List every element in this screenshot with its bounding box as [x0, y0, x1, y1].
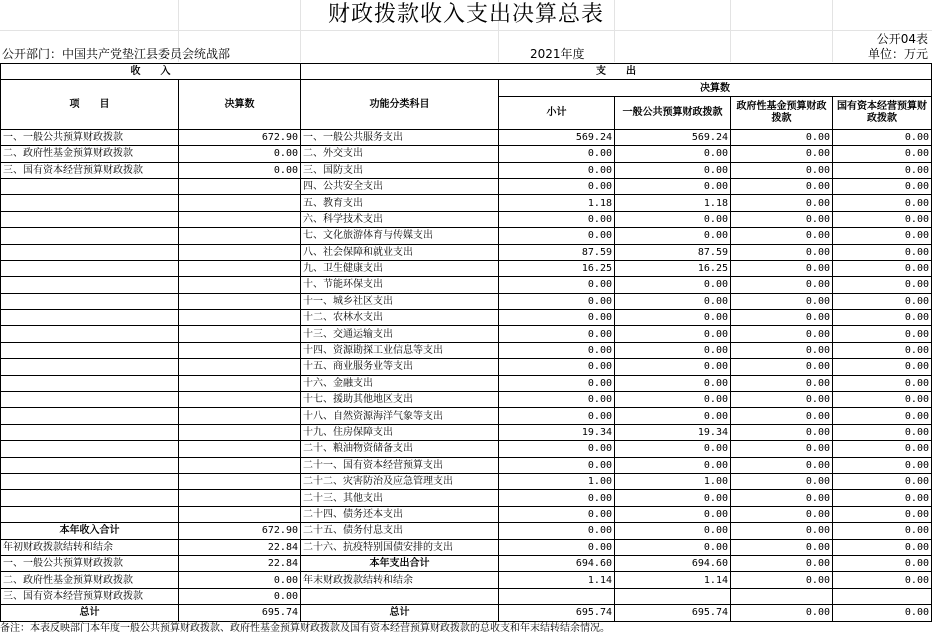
subtotal-header: 小计 — [499, 96, 615, 129]
expense-general-budget: 0.00 — [615, 408, 731, 424]
expense-subtotal: 0.00 — [499, 211, 615, 227]
income-amount: 0.00 — [179, 572, 301, 588]
income-amount: 22.84 — [179, 539, 301, 555]
income-amount — [179, 506, 301, 522]
income-item: 一、一般公共预算财政拨款 — [1, 555, 179, 571]
table-row — [1, 424, 932, 440]
final-amount-group-header: 决算数 — [499, 80, 932, 96]
expense-subtotal: 19.34 — [499, 424, 615, 440]
income-amount — [179, 359, 301, 375]
expense-state-capital: 0.00 — [833, 211, 932, 227]
expense-item: 九、卫生健康支出 — [301, 260, 499, 276]
expense-general-budget: 19.34 — [615, 424, 731, 440]
income-item — [1, 195, 179, 211]
income-amount: 672.90 — [179, 523, 301, 539]
expense-subtotal: 0.00 — [499, 490, 615, 506]
expense-item: 八、社会保障和就业支出 — [301, 244, 499, 260]
expense-subtotal: 0.00 — [499, 457, 615, 473]
income-amount — [179, 228, 301, 244]
expense-subtotal: 0.00 — [499, 310, 615, 326]
expense-fund-budget: 0.00 — [731, 162, 833, 178]
income-item — [1, 310, 179, 326]
expense-item: 十五、商业服务业等支出 — [301, 359, 499, 375]
expense-item — [301, 588, 499, 604]
expense-item: 三、国防支出 — [301, 162, 499, 178]
expense-item: 二十二、灾害防治及应急管理支出 — [301, 473, 499, 489]
table-row — [1, 539, 932, 555]
general-budget-header: 一般公共预算财政拨款 — [615, 96, 731, 129]
expense-fund-budget: 0.00 — [731, 523, 833, 539]
expense-subtotal: 0.00 — [499, 506, 615, 522]
expense-state-capital: 0.00 — [833, 539, 932, 555]
income-item — [1, 392, 179, 408]
table-row — [1, 211, 932, 227]
table-row — [1, 129, 932, 145]
income-amount: 0.00 — [179, 588, 301, 604]
table-row — [1, 588, 932, 604]
expense-subtotal: 0.00 — [499, 178, 615, 194]
expense-general-budget: 0.00 — [615, 211, 731, 227]
expense-general-budget: 0.00 — [615, 375, 731, 391]
income-amount — [179, 211, 301, 227]
expense-item: 十八、自然资源海洋气象等支出 — [301, 408, 499, 424]
expense-general-budget: 0.00 — [615, 293, 731, 309]
income-amount — [179, 392, 301, 408]
income-amount — [179, 326, 301, 342]
expense-item: 年末财政拨款结转和结余 — [301, 572, 499, 588]
final-amount-header: 决算数 — [179, 80, 301, 129]
expense-item: 本年支出合计 — [301, 555, 499, 571]
expense-item: 二十、粮油物资储备支出 — [301, 441, 499, 457]
expense-subtotal: 1.18 — [499, 195, 615, 211]
department-label: 公开部门：中国共产党垫江县委员会统战部 — [2, 47, 231, 61]
table-row — [1, 473, 932, 489]
expense-fund-budget: 0.00 — [731, 506, 833, 522]
expense-state-capital: 0.00 — [833, 424, 932, 440]
table-row — [1, 408, 932, 424]
item-header: 项 目 — [1, 80, 179, 129]
expense-general-budget — [615, 588, 731, 604]
income-item — [1, 277, 179, 293]
form-number: 公开04表 — [876, 32, 928, 46]
expense-state-capital: 0.00 — [833, 408, 932, 424]
expense-item: 七、文化旅游体育与传媒支出 — [301, 228, 499, 244]
income-amount — [179, 457, 301, 473]
expense-general-budget: 0.00 — [615, 490, 731, 506]
expense-item: 十四、资源勘探工业信息等支出 — [301, 342, 499, 358]
expense-state-capital: 0.00 — [833, 310, 932, 326]
income-item: 总计 — [1, 605, 179, 621]
expense-subtotal: 16.25 — [499, 260, 615, 276]
income-amount — [179, 473, 301, 489]
expense-item: 十三、交通运输支出 — [301, 326, 499, 342]
expense-fund-budget: 0.00 — [731, 539, 833, 555]
expense-state-capital: 0.00 — [833, 178, 932, 194]
expense-subtotal: 695.74 — [499, 605, 615, 621]
expense-general-budget: 0.00 — [615, 523, 731, 539]
income-item — [1, 424, 179, 440]
expense-item: 二十三、其他支出 — [301, 490, 499, 506]
unit-label: 单位：万元 — [867, 47, 928, 61]
expense-subtotal: 0.00 — [499, 441, 615, 457]
expense-general-budget: 0.00 — [615, 146, 731, 162]
expense-fund-budget: 0.00 — [731, 490, 833, 506]
expense-fund-budget: 0.00 — [731, 146, 833, 162]
expense-fund-budget: 0.00 — [731, 129, 833, 145]
expense-item: 十九、住房保障支出 — [301, 424, 499, 440]
fiscal-year: 2021年度 — [530, 47, 585, 61]
income-item: 二、政府性基金预算财政拨款 — [1, 146, 179, 162]
expense-subtotal: 0.00 — [499, 408, 615, 424]
expense-fund-budget: 0.00 — [731, 326, 833, 342]
income-item — [1, 326, 179, 342]
expense-item: 四、公共安全支出 — [301, 178, 499, 194]
expense-fund-budget: 0.00 — [731, 473, 833, 489]
income-item — [1, 228, 179, 244]
expense-fund-budget: 0.00 — [731, 359, 833, 375]
expense-general-budget: 694.60 — [615, 555, 731, 571]
expense-fund-budget: 0.00 — [731, 392, 833, 408]
expense-fund-budget: 0.00 — [731, 555, 833, 571]
expense-state-capital: 0.00 — [833, 457, 932, 473]
expense-general-budget: 87.59 — [615, 244, 731, 260]
expense-item: 六、科学技术支出 — [301, 211, 499, 227]
expense-fund-budget: 0.00 — [731, 605, 833, 621]
income-item — [1, 473, 179, 489]
income-amount: 672.90 — [179, 129, 301, 145]
table-row — [1, 441, 932, 457]
table-row — [1, 178, 932, 194]
income-item — [1, 441, 179, 457]
expense-item: 二十一、国有资本经营预算支出 — [301, 457, 499, 473]
expense-subtotal: 0.00 — [499, 392, 615, 408]
table-row — [1, 605, 932, 621]
table-row — [1, 523, 932, 539]
expense-general-budget: 0.00 — [615, 228, 731, 244]
table-row — [1, 457, 932, 473]
expense-state-capital: 0.00 — [833, 293, 932, 309]
table-row — [1, 195, 932, 211]
expense-subtotal: 0.00 — [499, 146, 615, 162]
expense-state-capital — [833, 588, 932, 604]
income-item: 一、一般公共预算财政拨款 — [1, 129, 179, 145]
expense-subtotal: 1.14 — [499, 572, 615, 588]
expense-header: 支 出 — [301, 64, 932, 80]
income-item: 年初财政拨款结转和结余 — [1, 539, 179, 555]
income-amount — [179, 408, 301, 424]
income-item — [1, 293, 179, 309]
table-row — [1, 572, 932, 588]
expense-state-capital: 0.00 — [833, 260, 932, 276]
income-item — [1, 178, 179, 194]
expense-state-capital: 0.00 — [833, 228, 932, 244]
table-row — [1, 146, 932, 162]
table-row — [1, 506, 932, 522]
expense-item: 十七、援助其他地区支出 — [301, 392, 499, 408]
expense-item: 五、教育支出 — [301, 195, 499, 211]
expense-subtotal: 0.00 — [499, 375, 615, 391]
income-header: 收 入 — [1, 64, 301, 80]
expense-subtotal: 0.00 — [499, 162, 615, 178]
expense-subtotal: 0.00 — [499, 523, 615, 539]
expense-general-budget: 0.00 — [615, 441, 731, 457]
table-row — [1, 260, 932, 276]
income-item — [1, 506, 179, 522]
expense-state-capital: 0.00 — [833, 342, 932, 358]
expense-subtotal: 694.60 — [499, 555, 615, 571]
expense-fund-budget: 0.00 — [731, 408, 833, 424]
expense-general-budget: 695.74 — [615, 605, 731, 621]
expense-item: 二十六、抗疫特别国债安排的支出 — [301, 539, 499, 555]
table-row — [1, 310, 932, 326]
expense-fund-budget: 0.00 — [731, 342, 833, 358]
income-amount: 22.84 — [179, 555, 301, 571]
table-row — [1, 359, 932, 375]
income-item — [1, 211, 179, 227]
function-category-header: 功能分类科目 — [301, 80, 499, 129]
expense-fund-budget: 0.00 — [731, 195, 833, 211]
expense-subtotal: 0.00 — [499, 539, 615, 555]
expense-subtotal: 0.00 — [499, 293, 615, 309]
table-row — [1, 162, 932, 178]
fund-budget-header: 政府性基金预算财政拨款 — [731, 96, 833, 129]
income-amount — [179, 342, 301, 358]
expense-general-budget: 0.00 — [615, 178, 731, 194]
footnote: 备注：本表反映部门本年度一般公共预算财政拨款、政府性基金预算财政拨款及国有资本经营预算财政拨款的总收支和年末结转结余情况。 — [0, 623, 610, 634]
expense-subtotal: 0.00 — [499, 326, 615, 342]
expense-fund-budget: 0.00 — [731, 457, 833, 473]
income-item: 二、政府性基金预算财政拨款 — [1, 572, 179, 588]
expense-state-capital: 0.00 — [833, 326, 932, 342]
expense-fund-budget: 0.00 — [731, 211, 833, 227]
table-row — [1, 490, 932, 506]
expense-item: 总计 — [301, 605, 499, 621]
state-capital-header: 国有资本经营预算财政拨款 — [833, 96, 932, 129]
expense-subtotal: 0.00 — [499, 228, 615, 244]
expense-general-budget: 569.24 — [615, 129, 731, 145]
income-amount: 695.74 — [179, 605, 301, 621]
income-amount — [179, 293, 301, 309]
expense-general-budget: 1.14 — [615, 572, 731, 588]
income-item — [1, 490, 179, 506]
table-row — [1, 375, 932, 391]
expense-general-budget: 1.00 — [615, 473, 731, 489]
expense-subtotal: 87.59 — [499, 244, 615, 260]
expense-general-budget: 0.00 — [615, 359, 731, 375]
table-row — [1, 342, 932, 358]
budget-summary-table — [0, 63, 932, 622]
expense-state-capital: 0.00 — [833, 490, 932, 506]
expense-fund-budget: 0.00 — [731, 228, 833, 244]
expense-general-budget: 0.00 — [615, 457, 731, 473]
income-amount — [179, 424, 301, 440]
expense-general-budget: 0.00 — [615, 539, 731, 555]
income-item — [1, 260, 179, 276]
expense-general-budget: 1.18 — [615, 195, 731, 211]
expense-fund-budget: 0.00 — [731, 244, 833, 260]
income-item — [1, 359, 179, 375]
expense-fund-budget: 0.00 — [731, 375, 833, 391]
expense-item: 十二、农林水支出 — [301, 310, 499, 326]
income-amount: 0.00 — [179, 146, 301, 162]
table-row — [1, 244, 932, 260]
expense-fund-budget: 0.00 — [731, 424, 833, 440]
expense-fund-budget: 0.00 — [731, 178, 833, 194]
expense-general-budget: 0.00 — [615, 326, 731, 342]
expense-state-capital: 0.00 — [833, 146, 932, 162]
expense-fund-budget: 0.00 — [731, 310, 833, 326]
expense-item: 十、节能环保支出 — [301, 277, 499, 293]
income-amount — [179, 441, 301, 457]
expense-general-budget: 0.00 — [615, 162, 731, 178]
income-item — [1, 244, 179, 260]
expense-state-capital: 0.00 — [833, 572, 932, 588]
income-amount — [179, 244, 301, 260]
expense-general-budget: 0.00 — [615, 392, 731, 408]
expense-fund-budget: 0.00 — [731, 277, 833, 293]
expense-state-capital: 0.00 — [833, 441, 932, 457]
income-amount: 0.00 — [179, 162, 301, 178]
expense-item: 二十五、债务付息支出 — [301, 523, 499, 539]
expense-general-budget: 0.00 — [615, 277, 731, 293]
table-row — [1, 326, 932, 342]
expense-state-capital: 0.00 — [833, 506, 932, 522]
expense-state-capital: 0.00 — [833, 473, 932, 489]
expense-state-capital: 0.00 — [833, 359, 932, 375]
income-item — [1, 457, 179, 473]
report-title: 财政拨款收入支出决算总表 — [327, 2, 604, 27]
expense-state-capital: 0.00 — [833, 195, 932, 211]
table-row — [1, 228, 932, 244]
expense-item: 十一、城乡社区支出 — [301, 293, 499, 309]
expense-general-budget: 0.00 — [615, 506, 731, 522]
expense-fund-budget: 0.00 — [731, 572, 833, 588]
expense-state-capital: 0.00 — [833, 392, 932, 408]
income-item — [1, 342, 179, 358]
expense-state-capital: 0.00 — [833, 555, 932, 571]
expense-general-budget: 0.00 — [615, 342, 731, 358]
expense-subtotal: 0.00 — [499, 342, 615, 358]
expense-item: 一、一般公共服务支出 — [301, 129, 499, 145]
expense-subtotal: 569.24 — [499, 129, 615, 145]
income-amount — [179, 195, 301, 211]
income-item: 三、国有资本经营预算财政拨款 — [1, 162, 179, 178]
income-item — [1, 375, 179, 391]
table-row — [1, 277, 932, 293]
expense-subtotal: 0.00 — [499, 277, 615, 293]
income-amount — [179, 277, 301, 293]
expense-subtotal: 0.00 — [499, 359, 615, 375]
expense-state-capital: 0.00 — [833, 162, 932, 178]
table-row — [1, 392, 932, 408]
expense-fund-budget — [731, 588, 833, 604]
expense-state-capital: 0.00 — [833, 605, 932, 621]
income-amount — [179, 178, 301, 194]
table-row — [1, 293, 932, 309]
income-amount — [179, 260, 301, 276]
expense-state-capital: 0.00 — [833, 244, 932, 260]
income-item: 三、国有资本经营预算财政拨款 — [1, 588, 179, 604]
expense-fund-budget: 0.00 — [731, 260, 833, 276]
income-amount — [179, 490, 301, 506]
expense-item: 二十四、债务还本支出 — [301, 506, 499, 522]
expense-fund-budget: 0.00 — [731, 441, 833, 457]
expense-state-capital: 0.00 — [833, 277, 932, 293]
expense-subtotal — [499, 588, 615, 604]
expense-fund-budget: 0.00 — [731, 293, 833, 309]
expense-general-budget: 16.25 — [615, 260, 731, 276]
income-item: 本年收入合计 — [1, 523, 179, 539]
expense-general-budget: 0.00 — [615, 310, 731, 326]
table-row — [1, 555, 932, 571]
expense-item: 十六、金融支出 — [301, 375, 499, 391]
expense-subtotal: 1.00 — [499, 473, 615, 489]
income-amount — [179, 310, 301, 326]
expense-state-capital: 0.00 — [833, 375, 932, 391]
income-item — [1, 408, 179, 424]
expense-state-capital: 0.00 — [833, 129, 932, 145]
income-amount — [179, 375, 301, 391]
expense-state-capital: 0.00 — [833, 523, 932, 539]
expense-item: 二、外交支出 — [301, 146, 499, 162]
